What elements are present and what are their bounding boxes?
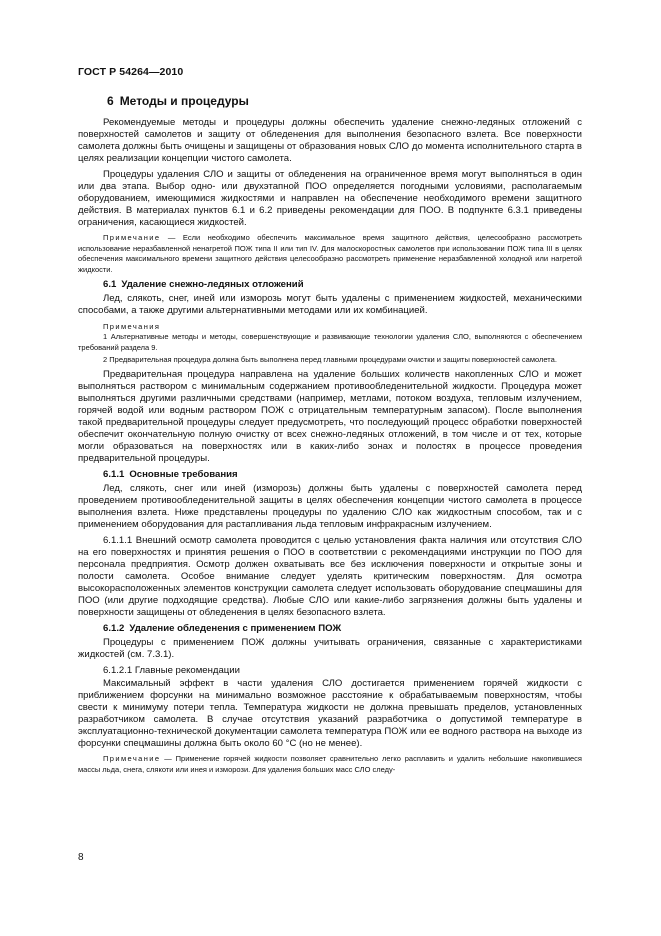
subsection-6-1-heading — [103, 279, 582, 291]
subsection-title: Основные требования — [129, 469, 238, 481]
s612-note — [78, 754, 582, 775]
subsection-number: 6.1 — [103, 279, 117, 291]
note-label: Примечание — [103, 233, 161, 242]
intro-paragraph-1: Рекомендуемые методы и процедуры должны обеспечить удаление снежно-ледяных отложений с поверхностей самолетов и защиту от обледенения для выполнения безопасного взлета. Все поверхности самолета должны быть очищены и защищены от образования новых СЛО до момента исполнительного старта в целях реализации концепции чистого самолета. — [78, 117, 582, 164]
note-text: — Если необходимо обеспечить максимальное время защитного действия, целесообразно рассмотреть использование неразбавленной ненагретой ПОЖ типа II или тип IV. Для малоскоростных самолетов при использовании ПОЖ типа III в целях обеспечения максимального времени защитного действия целесообразно рассмотреть применение неразбавленной холодной или нагретой жидкости. — [78, 233, 582, 274]
intro-paragraph-2: Процедуры удаления СЛО и защиты от обледенения на ограниченное время могут выполняться в один или два этапа. Выбор одно- или двухэтапной ПОО определяется погодными условиями, располагаемым оборудованием, имеющимися жидкостями и направлен на обеспечение необходимого времени защитного действия. В материалах пунктов 6.1 и 6.2 приведены рекомендации для ПОО. В подпункте 6.3.1 приведены ограничения, касающиеся жидкостей. — [78, 169, 582, 228]
s612-paragraph-1: Процедуры с применением ПОЖ должны учитывать ограничения, связанные с характеристиками жидкостей (см. 7.3.1). — [78, 637, 582, 661]
note-label: Примечание — [103, 754, 161, 764]
s61-note-2: 2 Предварительная процедура должна быть выполнена перед главными процедурами очистки и защиты поверхностей самолета. — [103, 354, 557, 364]
page-content — [78, 94, 582, 779]
subsection-title: Удаление снежно-ледяных отложений — [121, 279, 304, 291]
s61-paragraph-1: Лед, слякоть, снег, иней или изморозь могут быть удалены с применением жидкостей, механическими способами, а также другими альтернативными методами или их комбинацией. — [78, 293, 582, 317]
s61-note-1: 1 Альтернативные методы и методы, совершенствующие и развивающие технологии удаления СЛО, выполняются с обеспечением требований раздела 9. — [78, 332, 582, 352]
section-number: 6 — [107, 94, 114, 108]
s611-paragraph-2: 6.1.1.1 Внешний осмотр самолета проводится с целью установления факта наличия или отсутствия СЛО на его поверхностях и принятия решения о ПОО в соответствии с рекомендациями инструкции по ПОО для персонала предприятия. Осмотр должен охватывать все без исключения поверхности и открытые зоны и полости самолета. Особое внимание следует уделять критическим поверхностям. Для осмотра высокорасположенных элементов конструкции самолета следует использовать оборудование спецмашины для ПОО (или другие подходящие средства). Любые СЛО или какие-либо загрязнения должны быть удалены и поверхности защищены от обледенения в целях безопасного взлета. — [78, 535, 582, 619]
s611-paragraph-1: Лед, слякоть, снег или иней (изморозь) должны быть удалены с поверхностей самолета перед проведением противообледенительной защиты в целях обеспечения концепции чистого самолета в процессе выполнения взлета. Ниже представлены процедуры по удалению СЛО как жидкостным способом, так и с применением оборудования для растапливания льда тепловым инфракрасным излучением. — [78, 483, 582, 531]
subsection-6-1-1-heading — [103, 469, 582, 481]
s61-notes-label: Примечания — [103, 322, 161, 332]
subsection-title: Удаление обледенения с применением ПОЖ — [129, 623, 342, 635]
subsection-6-1-2-heading — [103, 623, 582, 635]
page-number: 8 — [78, 852, 84, 863]
s612-sub-heading: 6.1.2.1 Главные рекомендации — [103, 665, 240, 677]
section-title: Методы и процедуры — [119, 94, 249, 108]
subsection-number: 6.1.2 — [103, 623, 125, 635]
standard-header: ГОСТ Р 54264—2010 — [78, 66, 184, 78]
s61-paragraph-2: Предварительная процедура направлена на удаление больших количеств накопленных СЛО и может выполняться раствором с минимальным содержанием противообледенительной жидкости. Процедура может выполняться другими различными средствами (например, метлами, потоком воздуха, тепловым излучением, горячей водой или водным раствором ПОЖ с отрицательным температурным запасом). После выполнения такой предварительной процедуры следует предусмотреть, что последующий процесс обработки поверхностей обеспечит окончательную полную очистку от всех снежно-ледяных отложений, в том числе и от тех, которые могли образоваться на поверхностях или в каких-либо зонах и полостях в процессе проведения предварительной процедуры. — [78, 369, 582, 465]
intro-note — [78, 233, 582, 275]
s612-paragraph-2: Максимальный эффект в части удаления СЛО достигается применением горячей жидкости с приближением форсунки на минимально возможное расстояние к обрабатываемым поверхностям, чтобы свести к минимуму потери тепла. Температура жидкости не должна превышать пределов, установленных разработчиком самолета. В случае отсутствия указаний разработчика о допустимой температуре в эксплуатационно-технической документации самолета температура ПОЖ или ее водного раствора на выходе из форсунки спецмашины должна быть около 60 °С (но не менее). — [78, 678, 582, 750]
subsection-number: 6.1.1 — [103, 469, 125, 481]
note-text: — Применение горячей жидкости позволяет сравнительно легко расплавить и удалить небольшие накопившиеся массы льда, снега, слякоти или инея и изморози. Для удаления больших масс СЛО следу- — [78, 754, 582, 774]
section-heading — [107, 94, 582, 108]
